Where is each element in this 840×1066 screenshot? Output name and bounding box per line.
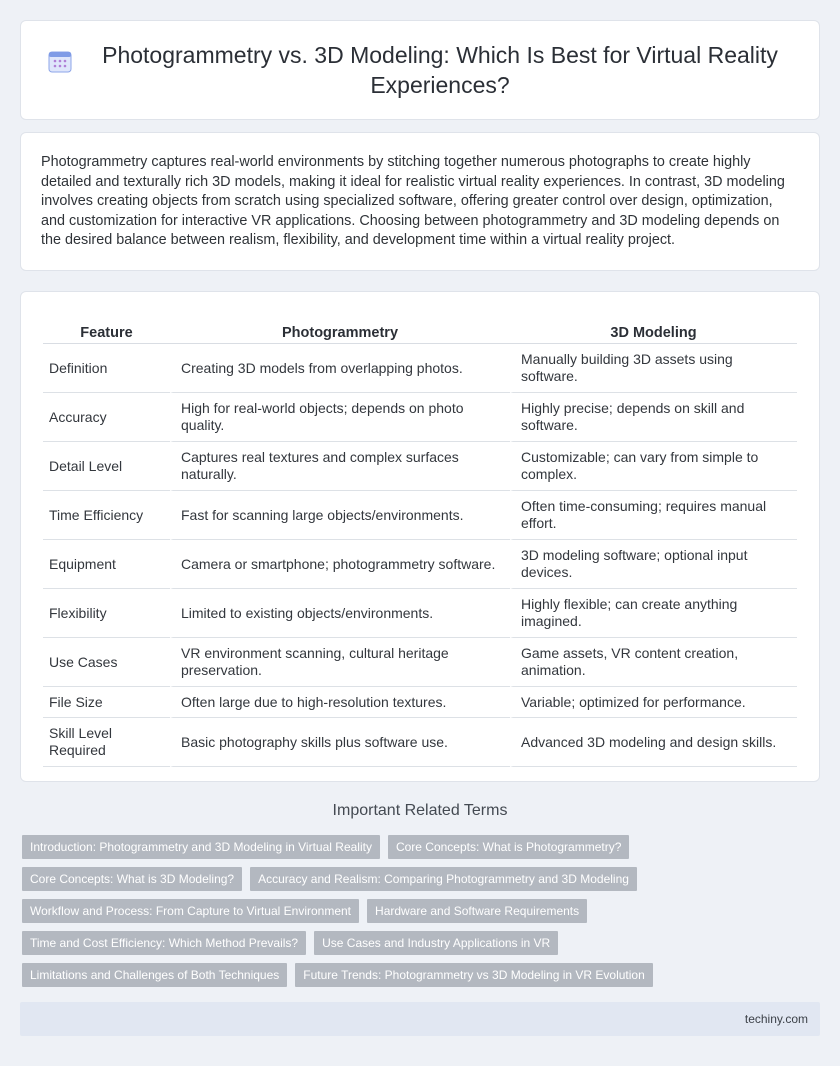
modeling-cell: Customizable; can vary from simple to complex. — [510, 442, 797, 491]
related-terms-title: Important Related Terms — [332, 802, 508, 819]
photogrammetry-cell: Basic photography skills plus software use. — [170, 718, 510, 767]
feature-cell: Use Cases — [43, 638, 170, 687]
feature-cell: File Size — [43, 687, 170, 718]
intro-text: Photogrammetry captures real-world environments by stitching together numerous photographs to create highly detailed and texturally rich 3D models, making it ideal for realistic virtual reality experiences. In contrast, 3D modeling involves creating objects from scratch using specialized software, offering greater control over design, optimization, and customization for interactive VR applications. Choosing between photogrammetry and 3D modeling depends on the desired balance between realism, flexibility, and development time within a virtual reality project. — [41, 154, 785, 248]
related-term-tag[interactable]: Workflow and Process: From Capture to Virtual Environment — [22, 899, 359, 923]
table-row — [43, 344, 797, 393]
table-row — [43, 687, 797, 718]
comparison-table — [43, 314, 797, 767]
table-row — [43, 442, 797, 491]
related-term-tag[interactable]: Hardware and Software Requirements — [367, 899, 587, 923]
table-row — [43, 718, 797, 767]
column-header-feature: Feature — [43, 314, 170, 344]
feature-cell: Accuracy — [43, 393, 170, 442]
related-term-tag[interactable]: Introduction: Photogrammetry and 3D Modeling in Virtual Reality — [22, 835, 380, 859]
photogrammetry-cell: Camera or smartphone; photogrammetry software. — [170, 540, 510, 589]
photogrammetry-cell: Captures real textures and complex surfaces naturally. — [170, 442, 510, 491]
modeling-cell: Highly precise; depends on skill and software. — [510, 393, 797, 442]
modeling-cell: Manually building 3D assets using software. — [510, 344, 797, 393]
photogrammetry-cell: Often large due to high-resolution textures. — [170, 687, 510, 718]
photogrammetry-cell: Fast for scanning large objects/environments. — [170, 491, 510, 540]
feature-cell: Skill Level Required — [43, 718, 170, 767]
feature-cell: Equipment — [43, 540, 170, 589]
modeling-cell: Advanced 3D modeling and design skills. — [510, 718, 797, 767]
feature-cell: Detail Level — [43, 442, 170, 491]
related-term-tag[interactable]: Accuracy and Realism: Comparing Photogrammetry and 3D Modeling — [250, 867, 637, 891]
table-row — [43, 589, 797, 638]
modeling-cell: Game assets, VR content creation, animation. — [510, 638, 797, 687]
modeling-cell: Often time-consuming; requires manual effort. — [510, 491, 797, 540]
feature-cell: Flexibility — [43, 589, 170, 638]
related-term-tag[interactable]: Use Cases and Industry Applications in VR — [314, 931, 558, 955]
table-row — [43, 638, 797, 687]
table-row — [43, 491, 797, 540]
table-row — [43, 540, 797, 589]
intro-card — [20, 132, 820, 271]
related-term-tag[interactable]: Time and Cost Efficiency: Which Method Prevails? — [22, 931, 306, 955]
column-header-photogrammetry: Photogrammetry — [170, 314, 510, 344]
photogrammetry-cell: Limited to existing objects/environments. — [170, 589, 510, 638]
modeling-cell: 3D modeling software; optional input devices. — [510, 540, 797, 589]
footer-site-link[interactable]: techiny.com — [744, 1012, 808, 1026]
page-title: Photogrammetry vs. 3D Modeling: Which Is Best for Virtual Reality Experiences? — [102, 42, 778, 98]
column-header-3d-modeling: 3D Modeling — [510, 314, 797, 344]
footer — [20, 1002, 820, 1036]
comparison-table-card — [20, 291, 820, 782]
modeling-cell: Highly flexible; can create anything imagined. — [510, 589, 797, 638]
header-card — [20, 20, 820, 120]
table-row — [43, 393, 797, 442]
related-term-tag[interactable]: Future Trends: Photogrammetry vs 3D Modeling in VR Evolution — [295, 963, 652, 987]
photogrammetry-cell: VR environment scanning, cultural heritage preservation. — [170, 638, 510, 687]
related-terms-list — [22, 835, 822, 995]
feature-cell: Definition — [43, 344, 170, 393]
related-term-tag[interactable]: Limitations and Challenges of Both Techniques — [22, 963, 287, 987]
related-term-tag[interactable]: Core Concepts: What is Photogrammetry? — [388, 835, 629, 859]
photogrammetry-cell: Creating 3D models from overlapping photos. — [170, 344, 510, 393]
modeling-cell: Variable; optimized for performance. — [510, 687, 797, 718]
feature-cell: Time Efficiency — [43, 491, 170, 540]
photogrammetry-cell: High for real-world objects; depends on photo quality. — [170, 393, 510, 442]
related-term-tag[interactable]: Core Concepts: What is 3D Modeling? — [22, 867, 242, 891]
